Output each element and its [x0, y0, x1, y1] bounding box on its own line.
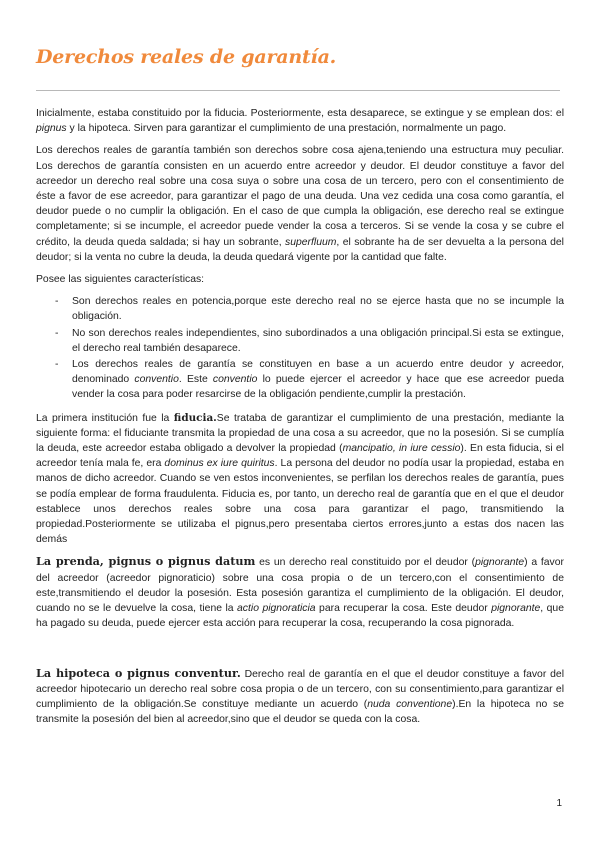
title-divider	[36, 90, 560, 91]
characteristics-list	[36, 294, 564, 402]
hipoteca-paragraph: La hipoteca o pignus conventur. Derecho real de garantía en el que el deudor constituye a favor del acreedor hipotecario un derecho real sobre cosa propia o de un tercero, con su consentimiento,para garantizar el cumplimiento de la obligación.Se constituye mediante un acuerdo (nuda conventione).En la hipoteca no se transmite la posesión del bien al acreedor,sino que el deudor se queda con la cosa.	[36, 665, 565, 726]
definition-paragraph: Los derechos reales de garantía también son derechos sobre cosa ajena,teniendo una estructura muy peculiar. Los derechos de garantía consisten en un acuerdo entre acreedor y deudor. El deudor constituye a favor del acreedor un derecho real sobre una cosa suya o sobre una cosa de un tercero, pero con el consentimiento de éste a favor de ese acreedor, para garantizar el pago de una deuda. Una vez cedida una cosa como garantía, el deudor puede o no cumplir la obligación. En el caso de que cumpla la obligación, ese derecho real se extingue completamente; si se incumple, el acreedor puede vender la cosa a terceros. Si se vende la cosa y se cubre el crédito, la deuda queda saldada; si hay un sobrante, superfluum, el sobrante ha de ser devuelta a la persona del deudor; si la venta no cubre la deuda, la deuda quedará vigente por la cantidad que falte.	[36, 145, 564, 263]
fiducia-paragraph: La primera institución fue la fiducia.Se trataba de garantizar el cumplimiento de una prestación, mediante la siguiente forma: el fiduciante transmita la propiedad de una cosa a su acreedor, que no la posesión. Si se cumplía la deuda, este acreedor estaba obligado a devolver la propiedad (mancipatio, in iure cessio). En esta fiducia, si el acreedor tenía mala fe, era dominus ex iure quiritus. La persona del deudor no podía usar la propiedad, estaba en manos de dicho acreedor. Cuando se ven estos inconvenientes, se perfilan los derechos reales de garantía, pues se podía emplear de forma fraudulenta. Fiducia es, por tanto, un derecho real de garantía que en el que el deudor establece unos derechos reales sobre una cosa para garantizar el pago, transmitiendo la propiedad.Posteriormente se utilizaba el pignus,pero presentaba ciertos errores,junto a estas dos nacen las demás	[36, 411, 565, 546]
prenda-paragraph: La prenda, pignus o pignus datum es un derecho real constituido por el deudor (pignorante) a favor del acreedor (acreedor pignoraticio) sobre una cosa propia o de un tercero,con el consentimiento de este,transmitiendo el deudor la posesión. Esta posesión garantiza el cumplimiento de la obligación. El deudor, cuando no se le devuelve la cosa, tiene la actio pignoraticia para recuperar la cosa. Este deudor pignorante, que ha pagado su deuda, puede ejercer esta acción para recuperar la cosa, recuperando la cosa pignorada.	[36, 554, 564, 630]
document-body	[36, 106, 564, 734]
spacer	[36, 639, 564, 666]
intro-paragraph: Inicialmente, estaba constituido por la fiducia. Posteriormente, esta desaparece, se extingue y se emplean dos: el pignus y la hipoteca. Sirven para garantizar el cumplimiento de una prestación, normalmente un pago.	[36, 108, 564, 135]
list-item: - Son derechos reales en potencia,porque este derecho real no se ejerce hasta que no se incumple la obligación.	[72, 294, 564, 324]
page-number: 1	[556, 798, 562, 809]
page-title: Derechos reales de garantía.	[36, 46, 337, 68]
list-item: - No son derechos reales independientes, sino subordinados a una obligación principal.Si esta se extingue, el derecho real también desaparece.	[72, 326, 564, 356]
list-item: - Los derechos reales de garantía se constituyen en base a un acuerdo entre deudor y acreedor, denominado conventio. Este conventio lo puede ejercer el acreedor y hace que ese acreedor pueda vender la cosa para poder resarcirse de la obligación pendiente,cumplir la prestación.	[72, 357, 564, 403]
characteristics-intro: Posee las siguientes características:	[36, 274, 205, 286]
